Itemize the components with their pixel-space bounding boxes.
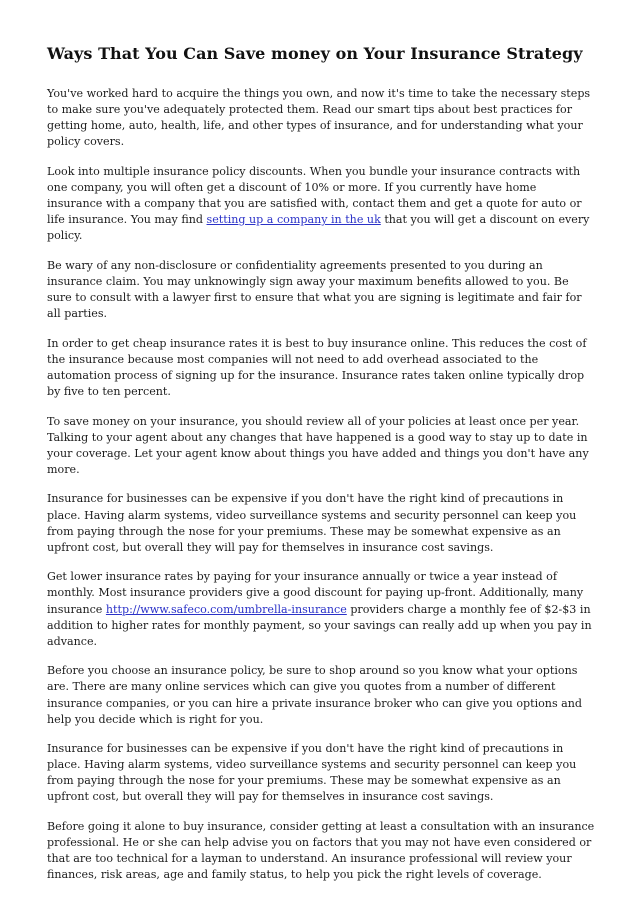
paragraph-10 — [47, 819, 595, 883]
paragraph-text: providers charge a monthly fee of $2-$3 in addition to higher rates for monthly payment, so your savings can really add up when you pay in advance. — [47, 602, 592, 648]
document-page — [47, 44, 595, 897]
paragraph-7 — [47, 569, 595, 649]
paragraph-text: Before you choose an insurance policy, be sure to shop around so you know what your options are. There are many online services which can give you quotes from a number of different insurance companies, or you can hire a private insurance broker who can give you options and help you decide which is right for you. — [47, 664, 583, 726]
paragraph-8 — [47, 663, 595, 727]
page-title: Ways That You Can Save money on Your Insurance Strategy — [47, 44, 583, 63]
company-setup-link[interactable]: setting up a company in the uk — [206, 213, 381, 227]
paragraph-6 — [47, 491, 595, 555]
paragraph-1 — [47, 86, 595, 150]
paragraph-text: Get lower insurance rates by paying for your insurance annually or twice a year instead of monthly. Most insurance providers give a good discount for paying up-front. Additionally, many insurance — [47, 570, 584, 616]
paragraph-text: Be wary of any non-disclosure or confidentiality agreements presented to you during an insurance claim. You may unknowingly sign away your maximum benefits allowed to you. Be sure to consult with a lawyer first to ensure that what you are signing is legitimate and fair for all parties. — [47, 258, 582, 321]
paragraph-5 — [47, 414, 595, 478]
paragraph-4 — [47, 336, 595, 400]
paragraph-text: You've worked hard to acquire the things you own, and now it's time to take the necessary steps to make sure you've adequately protected them. Read our smart tips about best practices for getting home, auto, health, life, and other types of insurance, and for understanding what your policy covers. — [47, 87, 591, 149]
paragraph-text: Insurance for businesses can be expensive if you don't have the right kind of precautions in place. Having alarm systems, video surveillance systems and security personnel can keep you from paying through the nose for your premiums. These may be somewhat expensive as an upfront cost, but overall they will pay for themselves in insurance cost savings. — [47, 492, 577, 554]
umbrella-insurance-link[interactable]: http://www.safeco.com/umbrella-insurance — [105, 602, 347, 616]
paragraph-text: To save money on your insurance, you should review all of your policies at least once per year. Talking to your agent about any changes that have happened is a good way to stay up to date in your coverage. Let your agent know about things you have added and things you don't have any more. — [47, 414, 589, 476]
paragraph-3 — [47, 258, 595, 322]
paragraph-text: that you will get a discount on every policy. — [47, 213, 590, 243]
paragraph-text: Insurance for businesses can be expensive if you don't have the right kind of precautions in place. Having alarm systems, video surveillance systems and security personnel can keep you from paying through the nose for your premiums. These may be somewhat expensive as an upfront cost, but overall they will pay for themselves in insurance cost savings. — [47, 742, 577, 804]
paragraph-text: In order to get cheap insurance rates it is best to buy insurance online. This reduces the cost of the insurance because most companies will not need to add overhead associated to the automation process of signing up for the insurance. Insurance rates taken online typically drop by five to ten percent. — [47, 336, 587, 398]
paragraph-9 — [47, 741, 595, 805]
paragraph-text: Before going it alone to buy insurance, consider getting at least a consultation with an insurance professional. He or she can help advise you on factors that you may not have even considered or that are too technical for a layman to understand. An insurance professional will review your finances, risk areas, age and family status, to help you pick the right levels of coverage. — [47, 820, 595, 882]
paragraph-2 — [47, 164, 595, 244]
paragraph-text: Look into multiple insurance policy discounts. When you bundle your insurance contracts with one company, you will often get a discount of 10% or more. If you currently have home insurance with a company that you are satisfied with, contact them and get a quote for auto or life insurance. You may find — [47, 164, 582, 227]
